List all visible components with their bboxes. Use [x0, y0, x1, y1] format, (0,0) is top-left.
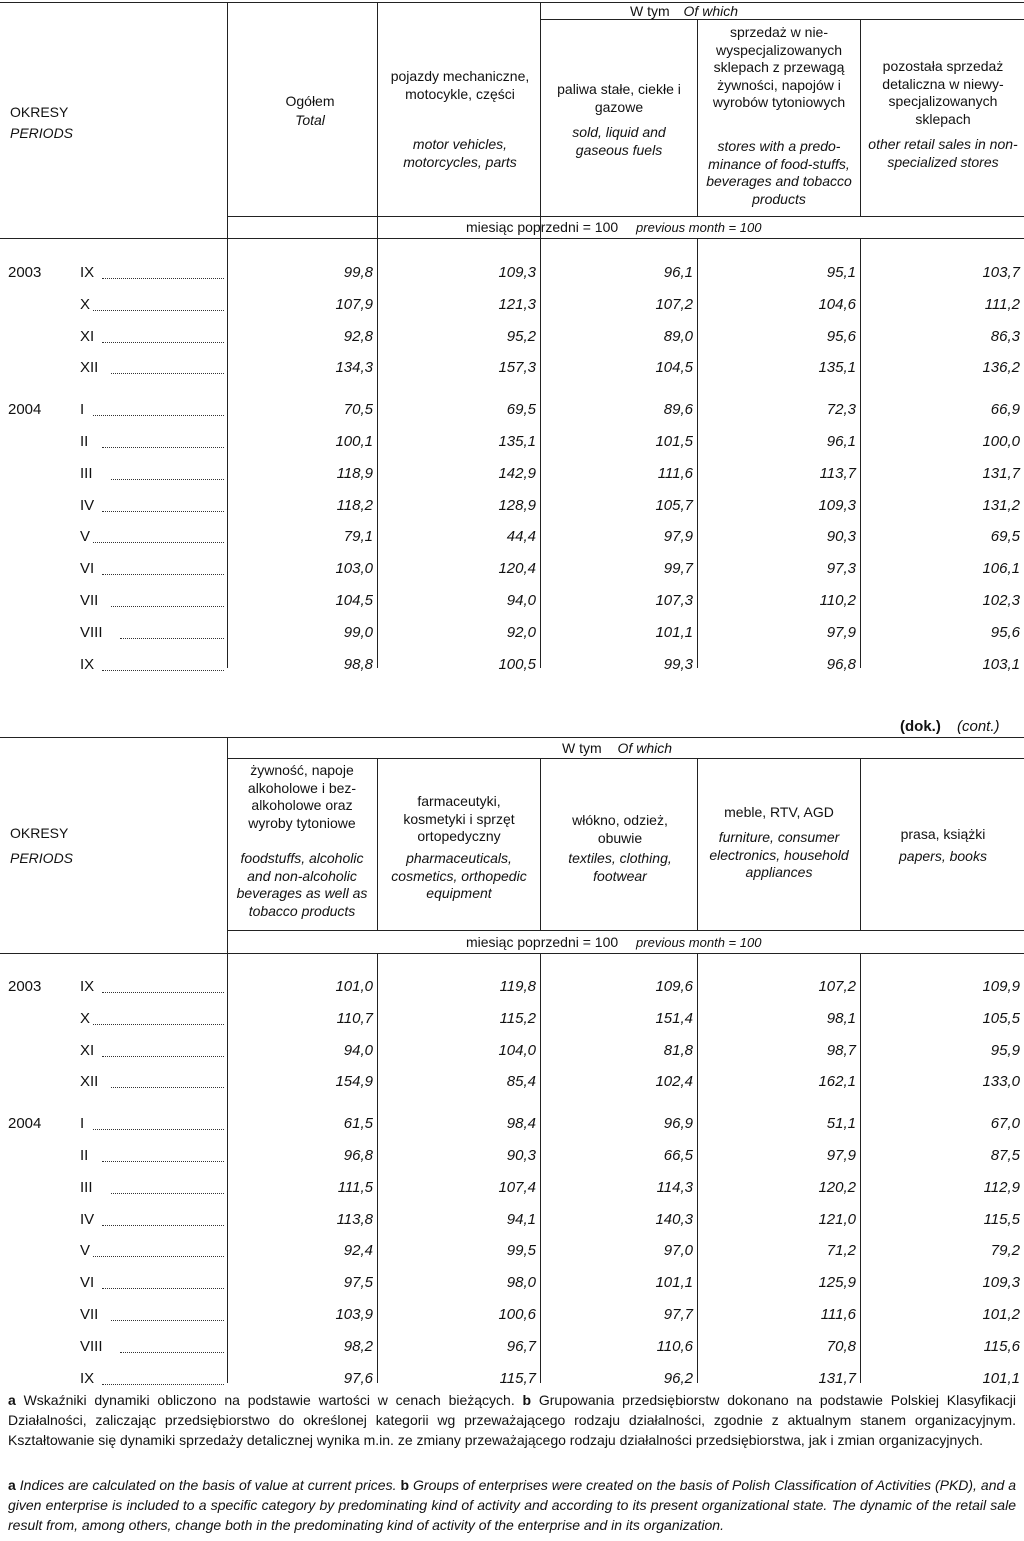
basis-en: previous month = 100 [636, 220, 762, 235]
value-cell: 118,9 [336, 464, 373, 482]
value-cell: 61,5 [343, 1115, 373, 1133]
value-cell: 66,5 [663, 1147, 693, 1164]
value-cell: 135,1 [818, 359, 856, 377]
value-cell: 97,9 [826, 623, 856, 641]
row-month: I [80, 401, 85, 419]
row-month: XI [80, 327, 95, 345]
col-other-pl: pozostała sprzedaż detaliczna w niewy-specjalizowanych sklepach [882, 58, 1004, 127]
leader-dots [102, 433, 224, 448]
value-cell: 115,2 [499, 1009, 536, 1027]
row-year: 2004 [8, 401, 42, 419]
value-cell: 112,9 [983, 1178, 1020, 1196]
value-cell: 121,0 [818, 1210, 856, 1228]
value-cell: 110,6 [656, 1337, 693, 1355]
value-cell: 109,3 [498, 264, 536, 281]
value-cell: 99,3 [663, 655, 693, 673]
footnote-marker: b [522, 1392, 532, 1408]
row-year: 2003 [8, 978, 42, 995]
col-other-en: other retail sales in non-specialized stores [868, 136, 1018, 170]
col-fuels-en: sold, liquid and gaseous fuels [572, 124, 666, 158]
table-2-vline [697, 758, 698, 930]
value-cell: 104,5 [655, 359, 693, 377]
value-cell: 140,3 [655, 1210, 693, 1228]
leader-dots [120, 1338, 224, 1353]
row-month: VII [80, 592, 99, 609]
row-month: X [80, 295, 91, 313]
value-cell: 100,0 [982, 433, 1020, 450]
value-cell: 120,4 [498, 560, 536, 578]
value-cell: 97,9 [663, 528, 693, 546]
col-furniture-en: furniture, consumer electronics, household appliances [709, 829, 849, 880]
footnote-marker: a [8, 1392, 16, 1408]
value-cell: 96,8 [826, 655, 856, 673]
value-cell: 96,9 [663, 1115, 693, 1133]
periods-en: PERIODS [10, 850, 74, 866]
table-2-vline [540, 758, 541, 930]
row-year: 2003 [8, 264, 42, 281]
table-2-vline [377, 758, 378, 930]
value-cell: 103,7 [982, 264, 1020, 281]
leader-dots [111, 1306, 224, 1321]
value-cell: 110,2 [819, 592, 856, 609]
value-cell: 103,1 [982, 655, 1020, 673]
value-cell: 114,3 [656, 1178, 693, 1196]
value-cell: 101,5 [655, 433, 693, 450]
footnote-pl [8, 1390, 1016, 1450]
leader-dots [93, 401, 224, 416]
value-cell: 95,1 [826, 264, 856, 281]
value-cell: 109,3 [982, 1274, 1020, 1292]
value-cell: 98,2 [343, 1337, 373, 1355]
value-cell: 86,3 [990, 327, 1020, 345]
value-cell: 87,5 [990, 1147, 1020, 1164]
value-cell: 111,5 [337, 1178, 373, 1196]
leader-dots [111, 1179, 224, 1194]
basis-pl: miesiąc poprzedni = 100 [466, 934, 619, 950]
value-cell: 69,5 [506, 401, 536, 419]
row-month: XII [80, 359, 99, 377]
value-cell: 111,6 [820, 1306, 856, 1323]
basis-label [466, 934, 761, 951]
col-pharma-pl: farmaceutyki, kosmetyki i sprzęt ortopedyczny [403, 793, 515, 844]
value-cell: 97,9 [826, 1147, 856, 1164]
value-cell: 109,6 [655, 978, 693, 995]
col-food-en: foodstuffs, alcoholic and non-alcoholic beverages as well as tobacco products [236, 850, 368, 919]
value-cell: 133,0 [982, 1073, 1020, 1091]
value-cell: 107,2 [818, 978, 856, 995]
row-month: VII [80, 1306, 99, 1323]
cont-en: (cont.) [957, 718, 1000, 735]
value-cell: 151,4 [655, 1009, 693, 1027]
value-cell: 102,4 [655, 1073, 693, 1091]
value-cell: 94,1 [506, 1210, 536, 1228]
value-cell: 120,2 [818, 1178, 856, 1196]
leader-dots [102, 1370, 224, 1385]
footnote-text: Indices are calculated on the basis of value at current prices. [19, 1477, 397, 1493]
table-1-vline [860, 238, 861, 668]
value-cell: 111,6 [657, 464, 693, 482]
row-month: VI [80, 560, 95, 578]
value-cell: 92,4 [343, 1242, 373, 1260]
table-1-vline [697, 238, 698, 668]
value-cell: 99,0 [343, 623, 373, 641]
value-cell: 67,0 [990, 1115, 1020, 1133]
leader-dots [102, 497, 224, 512]
value-cell: 97,5 [343, 1274, 373, 1292]
value-cell: 136,2 [982, 359, 1020, 377]
value-cell: 97,0 [663, 1242, 693, 1260]
col-food-pl: żywność, napoje alkoholowe i bez-alkoholowe oraz wyroby tytoniowe [247, 762, 357, 831]
leader-dots [102, 1147, 224, 1162]
row-month: VIII [80, 1337, 103, 1355]
of-which-label [562, 740, 672, 757]
value-cell: 96,8 [343, 1147, 373, 1164]
value-cell: 115,6 [983, 1337, 1020, 1355]
value-cell: 102,3 [982, 592, 1020, 609]
value-cell: 85,4 [506, 1073, 536, 1091]
value-cell: 99,7 [663, 560, 693, 578]
of-which-pl: W tym [630, 3, 670, 19]
value-cell: 118,2 [336, 496, 373, 514]
leader-dots [93, 1242, 224, 1257]
table-2-vline [540, 953, 541, 1383]
leader-dots [93, 1115, 224, 1130]
value-cell: 101,1 [655, 1274, 693, 1292]
footnote-marker: b [400, 1477, 410, 1493]
leader-dots [111, 465, 224, 480]
row-month: VI [80, 1274, 95, 1292]
value-cell: 89,0 [663, 327, 693, 345]
row-month: IX [80, 978, 95, 995]
leader-dots [102, 1211, 224, 1226]
row-month: IX [80, 264, 95, 281]
value-cell: 96,2 [663, 1369, 693, 1387]
value-cell: 69,5 [990, 528, 1020, 546]
value-cell: 96,1 [826, 433, 856, 450]
value-cell: 98,1 [826, 1009, 856, 1027]
value-cell: 104,0 [498, 1041, 536, 1059]
table-1-basis-rule [0, 238, 1024, 239]
table-2-vline [377, 953, 378, 1383]
value-cell: 101,1 [982, 1369, 1020, 1387]
value-cell: 97,7 [663, 1306, 693, 1323]
col-furniture-pl: meble, RTV, AGD [724, 804, 834, 820]
leader-dots [102, 264, 224, 279]
value-cell: 96,7 [506, 1337, 536, 1355]
table-2-vline [860, 758, 861, 930]
value-cell: 79,2 [990, 1242, 1020, 1260]
value-cell: 71,2 [826, 1242, 856, 1260]
value-cell: 99,8 [343, 264, 373, 281]
value-cell: 97,6 [343, 1369, 373, 1387]
value-cell: 79,1 [343, 528, 373, 546]
value-cell: 101,1 [655, 623, 693, 641]
footnote-en [8, 1475, 1016, 1535]
table-2-basis-rule [0, 953, 1024, 954]
value-cell: 106,1 [982, 560, 1020, 578]
value-cell: 107,2 [655, 295, 693, 313]
col-food-stores-pl: sprzedaż w nie-wyspecjalizowanych sklepach z przewagą żywności, napojów i wyrobów tytoniowych [712, 24, 846, 110]
table-1-top-rule [0, 2, 1024, 3]
row-month: VIII [80, 623, 103, 641]
value-cell: 92,8 [343, 327, 373, 345]
leader-dots [93, 1010, 224, 1025]
value-cell: 134,3 [335, 359, 373, 377]
of-which-pl: W tym [562, 740, 602, 756]
continuation-label [900, 718, 1000, 735]
footnote-text: Wskaźniki dynamiki obliczono na podstawie wartości w cenach bieżących. [23, 1392, 515, 1408]
value-cell: 131,2 [982, 496, 1020, 514]
value-cell: 94,0 [343, 1041, 373, 1059]
row-month: II [80, 433, 89, 450]
row-month: II [80, 1147, 89, 1164]
cont-pl: (dok.) [900, 718, 941, 735]
value-cell: 121,3 [498, 295, 536, 313]
row-month: X [80, 1009, 91, 1027]
of-which-en: Of which [683, 3, 739, 19]
value-cell: 70,8 [826, 1337, 856, 1355]
periods-en: PERIODS [10, 125, 74, 141]
value-cell: 131,7 [982, 464, 1020, 482]
leader-dots [93, 528, 224, 543]
row-month: III [80, 464, 93, 482]
of-which-en: Of which [617, 740, 673, 756]
table-1-vline [377, 2, 378, 238]
value-cell: 111,2 [984, 295, 1020, 313]
leader-dots [102, 656, 224, 671]
value-cell: 70,5 [343, 401, 373, 419]
col-pharma-en: pharmaceuticals, cosmetics, orthopedic equipment [391, 850, 527, 901]
value-cell: 100,6 [498, 1306, 536, 1323]
table-1-ofwhich-rule [540, 19, 1024, 20]
table-2-vline [227, 737, 228, 953]
value-cell: 98,4 [506, 1115, 536, 1133]
col-vehicles-pl: pojazdy mechaniczne, motocykle, części [390, 68, 530, 102]
table-2-header-rule [227, 930, 1024, 931]
row-month: IX [80, 655, 95, 673]
row-month: IX [80, 1369, 95, 1387]
value-cell: 96,1 [663, 264, 693, 281]
leader-dots [102, 560, 224, 575]
value-cell: 105,5 [982, 1009, 1020, 1027]
value-cell: 104,6 [818, 295, 856, 313]
value-cell: 95,6 [990, 623, 1020, 641]
value-cell: 142,9 [498, 464, 536, 482]
value-cell: 94,0 [506, 592, 536, 609]
value-cell: 107,4 [498, 1178, 536, 1196]
table-1-vline [227, 2, 228, 238]
basis-pl: miesiąc poprzedni = 100 [466, 219, 619, 235]
col-textiles-pl: włókno, odzież, obuwie [572, 812, 668, 846]
value-cell: 72,3 [826, 401, 856, 419]
value-cell: 125,9 [818, 1274, 856, 1292]
value-cell: 103,0 [335, 560, 373, 578]
value-cell: 89,6 [663, 401, 693, 419]
value-cell: 105,7 [655, 496, 693, 514]
col-total-pl: Ogółem [285, 93, 335, 109]
table-1-vline [540, 2, 541, 238]
row-month: III [80, 1178, 93, 1196]
value-cell: 97,3 [826, 560, 856, 578]
table-1-vline [377, 238, 378, 668]
value-cell: 44,4 [506, 528, 536, 546]
value-cell: 90,3 [506, 1147, 536, 1164]
col-fuels-pl: paliwa stałe, ciekłe i gazowe [557, 81, 681, 115]
value-cell: 103,9 [335, 1306, 373, 1323]
value-cell: 100,1 [335, 433, 373, 450]
value-cell: 92,0 [506, 623, 536, 641]
value-cell: 101,2 [982, 1306, 1020, 1323]
leader-dots [102, 328, 224, 343]
row-month: IV [80, 496, 95, 514]
of-which-label [630, 3, 738, 20]
table-2-top-rule [0, 737, 1024, 738]
value-cell: 104,5 [335, 592, 373, 609]
value-cell: 81,8 [663, 1041, 693, 1059]
leader-dots [93, 296, 224, 311]
value-cell: 131,7 [818, 1369, 856, 1387]
row-month: V [80, 528, 91, 546]
periods-pl: OKRESY [10, 825, 69, 841]
table-2-vline [860, 953, 861, 1383]
table-1-vline [697, 19, 698, 216]
value-cell: 115,7 [499, 1369, 536, 1387]
row-month: XII [80, 1073, 99, 1091]
col-textiles-en: textiles, clothing, footwear [568, 850, 672, 884]
leader-dots [120, 624, 224, 639]
value-cell: 162,1 [818, 1073, 856, 1091]
row-month: IV [80, 1210, 95, 1228]
basis-label [466, 219, 761, 236]
periods-pl: OKRESY [10, 104, 69, 120]
col-press-en: papers, books [899, 848, 987, 864]
value-cell: 100,5 [498, 655, 536, 673]
table-1-vline [860, 19, 861, 216]
value-cell: 110,7 [336, 1009, 373, 1027]
row-month: V [80, 1242, 91, 1260]
value-cell: 101,0 [335, 978, 373, 995]
value-cell: 115,5 [983, 1210, 1020, 1228]
value-cell: 90,3 [826, 528, 856, 546]
col-vehicles-en: motor vehicles, motorcycles, parts [403, 136, 517, 170]
row-month: I [80, 1115, 85, 1133]
value-cell: 109,9 [982, 978, 1020, 995]
value-cell: 99,5 [506, 1242, 536, 1260]
leader-dots [111, 592, 224, 607]
footnote-text: Groups of enterprises were created on the basis of Polish Classification of Activities (PKD), and a given enterprise is included to a specific category by predominating kind of activity and according to its present organizational state. The dynamic of the retail sale result from, among others, change both in the predominating kind of activity of the enterprise and in its organization. [8, 1477, 1017, 1533]
value-cell: 95,9 [990, 1041, 1020, 1059]
value-cell: 135,1 [498, 433, 536, 450]
table-2-vline [697, 953, 698, 1383]
footnote-text: Grupowania przedsiębiorstw dokonano na podstawie Polskiej Klasyfikacji Działalności, zaliczając przedsiębiorstwo do określonej kategorii wg przeważającego rodzaju działalności, zgodnie z aktualnym stanem organizacyjnym. Kształtowanie się dynamiki sprzedaży detalicznej wynika m.in. ze zmiany przeważającego rodzaju działalności przedsiębiorstwa, jak i zmian organizacyjnych. [8, 1392, 1016, 1448]
value-cell: 107,3 [655, 592, 693, 609]
value-cell: 51,1 [826, 1115, 856, 1133]
table-1-header-rule [227, 216, 1024, 217]
leader-dots [102, 978, 224, 993]
row-year: 2004 [8, 1115, 42, 1133]
value-cell: 128,9 [498, 496, 536, 514]
leader-dots [102, 1274, 224, 1289]
value-cell: 107,9 [335, 295, 373, 313]
value-cell: 119,8 [499, 978, 536, 995]
table-1-vline [227, 238, 228, 668]
col-total-en: Total [295, 112, 325, 128]
value-cell: 95,6 [826, 327, 856, 345]
value-cell: 154,9 [335, 1073, 373, 1091]
value-cell: 113,7 [819, 464, 856, 482]
leader-dots [102, 1042, 224, 1057]
table-1-vline [540, 238, 541, 668]
footnote-marker: a [8, 1477, 16, 1493]
value-cell: 113,8 [336, 1210, 373, 1228]
value-cell: 98,0 [506, 1274, 536, 1292]
col-press-pl: prasa, książki [900, 826, 986, 842]
col-food-stores-en: stores with a predo-minance of food-stuffs, beverages and tobacco products [706, 138, 852, 207]
value-cell: 98,7 [826, 1041, 856, 1059]
value-cell: 66,9 [990, 401, 1020, 419]
basis-en: previous month = 100 [636, 935, 762, 950]
leader-dots [111, 359, 224, 374]
table-2-ofwhich-rule [227, 758, 1024, 759]
value-cell: 95,2 [506, 327, 536, 345]
row-month: XI [80, 1041, 95, 1059]
table-2-vline [227, 953, 228, 1383]
value-cell: 98,8 [343, 655, 373, 673]
value-cell: 157,3 [498, 359, 536, 377]
leader-dots [111, 1073, 224, 1088]
value-cell: 109,3 [818, 496, 856, 514]
